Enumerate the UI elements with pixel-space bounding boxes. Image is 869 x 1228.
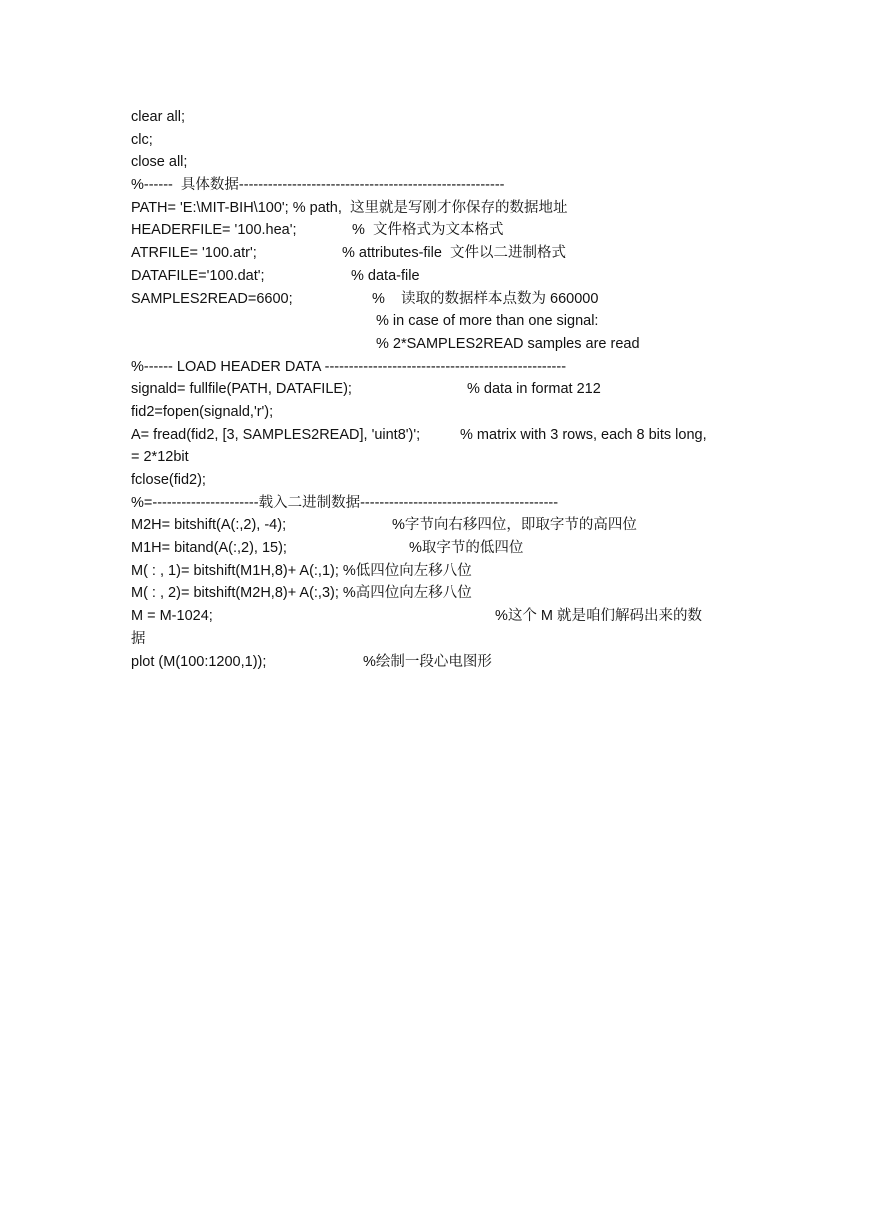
comment-text: %绘制一段心电图形 [363,653,492,670]
code-text: = 2*12bit [131,449,189,466]
code-line [131,265,751,288]
section-divider-text: %=----------------------载入二进制数据----------------------------------------- [131,494,559,511]
code-text: clear all; [131,109,185,125]
code-line [131,356,751,379]
code-text: close all; [131,154,188,171]
code-text: SAMPLES2READ=6600; [131,290,293,307]
code-line [131,242,751,265]
code-line [131,424,751,447]
code-text: HEADERFILE= '100.hea'; [131,222,297,239]
code-line [131,219,751,242]
section-divider-text: %------ LOAD HEADER DATA -------------------------------------------------- [131,358,567,375]
comment-text: % in case of more than one signal: [376,313,599,330]
comment-text: % matrix with 3 rows, each 8 bits long, [460,426,707,443]
code-text: M1H= bitand(A(:,2), 15); [131,540,287,557]
code-line [131,446,751,469]
code-line [131,582,751,605]
code-text: signald= fullfile(PATH, DATAFILE); [131,381,352,398]
code-text: plot (M(100:1200,1)); [131,653,267,670]
code-line [131,492,751,515]
comment-text: %取字节的低四位 [409,540,524,557]
code-line [131,401,751,424]
code-text: fclose(fid2); [131,472,206,488]
code-text: M2H= bitshift(A(:,2), -4); [131,517,287,534]
code-line [131,605,751,628]
code-line [131,197,751,220]
code-line [131,174,751,197]
code-text: M( : , 2)= bitshift(M2H,8)+ A(:,3); %高四位向左移八位 [131,585,472,602]
code-text: A= fread(fid2, [3, SAMPLES2READ], 'uint8')'; [131,426,421,443]
code-text: M( : , 1)= bitshift(M1H,8)+ A(:,1); %低四位向左移八位 [131,562,472,579]
code-text: clc; [131,131,153,148]
code-line [131,288,751,311]
code-text: M = M-1024; [131,608,213,625]
code-line [131,651,751,674]
code-line [131,469,751,492]
code-line [131,151,751,174]
code-text: PATH= 'E:\MIT-BIH\100'; % path, 这里就是写刚才你保存的数据地址 [131,199,568,216]
code-line [131,628,751,651]
section-divider-text: %------ 具体数据------------------------------------------------------- [131,177,505,194]
comment-text: % attributes-file 文件以二进制格式 [342,245,566,262]
code-line [131,514,751,537]
code-text: fid2=fopen(signald,'r'); [131,403,274,420]
comment-text: % 读取的数据样本点数为 660000 [372,290,599,307]
comment-text: %这个 M 就是咱们解码出来的数 [495,608,703,625]
code-line [131,310,751,333]
code-line [131,129,751,152]
code-line [131,560,751,583]
code-line [131,333,751,356]
code-line [131,537,751,560]
code-text: ATRFILE= '100.atr'; [131,245,257,262]
code-line [131,378,751,401]
comment-text: % 2*SAMPLES2READ samples are read [376,335,640,352]
code-text: 据 [131,630,146,647]
code-line [131,106,751,129]
code-text: DATAFILE='100.dat'; [131,267,265,284]
comment-text: % 文件格式为文本格式 [352,222,504,239]
comment-text: % data-file [351,267,420,284]
matlab-code-block [131,106,751,673]
comment-text: % data in format 212 [467,381,601,398]
comment-text: %字节向右移四位，即取字节的高四位 [392,517,637,534]
